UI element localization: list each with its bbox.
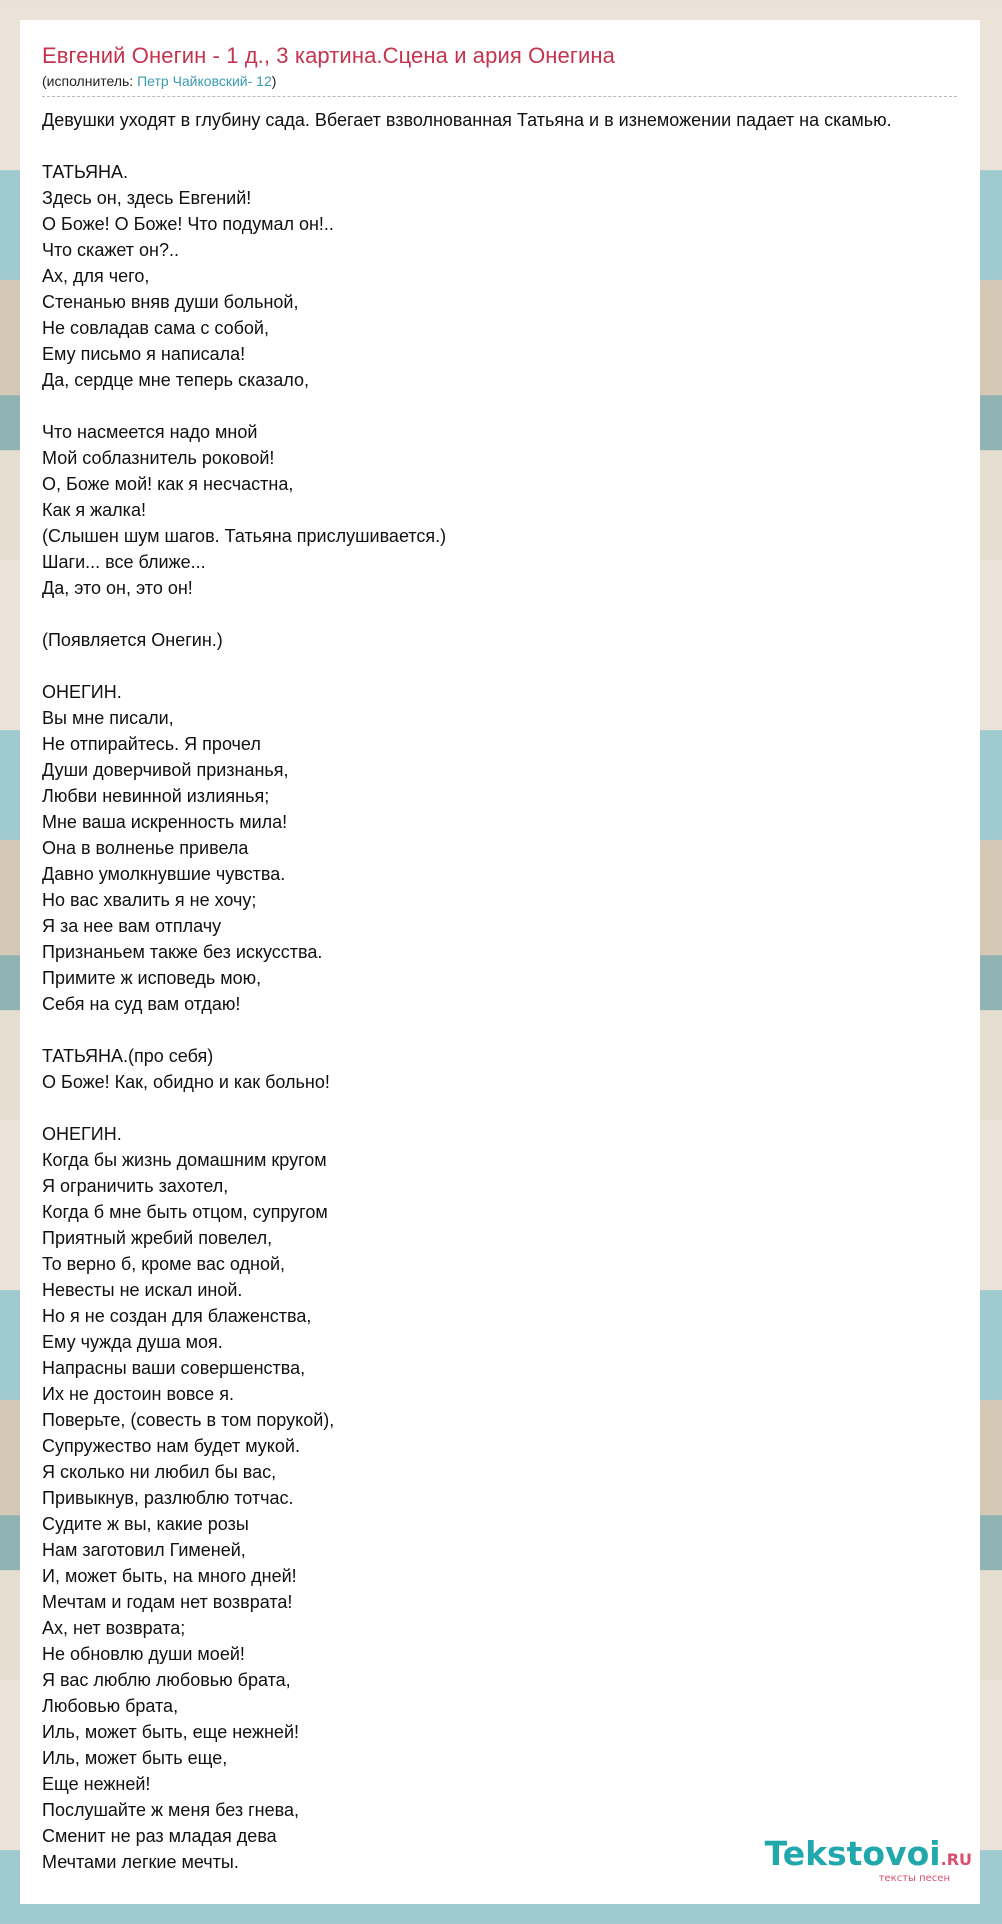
artist-prefix: (исполнитель: [42,73,138,89]
logo-tld: .RU [940,1850,972,1869]
site-logo[interactable] [764,1834,972,1884]
logo-tagline: тексты песен [878,1873,950,1884]
logo-wordmark [764,1834,972,1877]
lyrics-text: Девушки уходят в глубину сада. Вбегает взволнованная Татьяна и в изнеможении падает на скамью. ТАТЬЯНА. Здесь он, здесь Евгений! О Боже! О Боже! Что подумал он!.. Что скажет он?.. Ах, для чего, Стенанью вняв души больной, Не совладав сама с собой, Ему письмо я написала! Да, сердце мне теперь сказало, Что насмеется надо мной Мой соблазнитель роковой! О, Боже мой! как я несчастна, Как я жалка! (Слышен шум шагов. Татьяна прислушивается.) Шаги... все ближе... Да, это он, это он! (Появляется Онегин.) ОНЕГИН. Вы мне писали, Не отпирайтесь. Я прочел Души доверчивой признанья, Любви невинной излиянья; Мне ваша искренность мила! Она в волненье привела Давно умолкнувшие чувства. Но вас хвалить я не хочу; Я за нее вам отплачу Признаньем также без искусства. Примите ж исповедь мою, Себя на суд вам отдаю! ТАТЬЯНА.(про себя) О Боже! Как, обидно и как больно! ОНЕГИН. Когда бы жизнь домашним кругом Я ограничить захотел, Когда б мне быть отцом, супругом Приятный жребий повелел, То верно б, кроме вас одной, Невесты не искал иной. Но я не создан для блаженства, Ему чужда душа моя. Напрасны ваши совершенства, Их не достоин вовсе я. Поверьте, (совесть в том порукой), Супружество нам будет мукой. Я сколько ни любил бы вас, Привыкнув, разлюблю тотчас. Судите ж вы, какие розы Нам заготовил Гименей, И, может быть, на много дней! Мечтам и годам нет возврата! Ах, нет возврата; Не обновлю души моей! Я вас люблю любовью брата, Любовью брата, Иль, может быть, еще нежней! Иль, может быть еще, Еще нежней! Послушайте ж меня без гнева, Сменит не раз младая дева Мечтами легкие мечты. [42,110,892,1872]
artist-suffix: ) [271,73,277,89]
lyrics-card [20,20,980,1904]
logo-main-text: Tekstovoi [764,1834,941,1873]
page-title: Евгений Онегин - 1 д., 3 картина.Сцена и ария Онегина [42,43,615,68]
artist-line [42,72,957,97]
artist-link[interactable]: Петр Чайковский- 12 [137,73,272,89]
